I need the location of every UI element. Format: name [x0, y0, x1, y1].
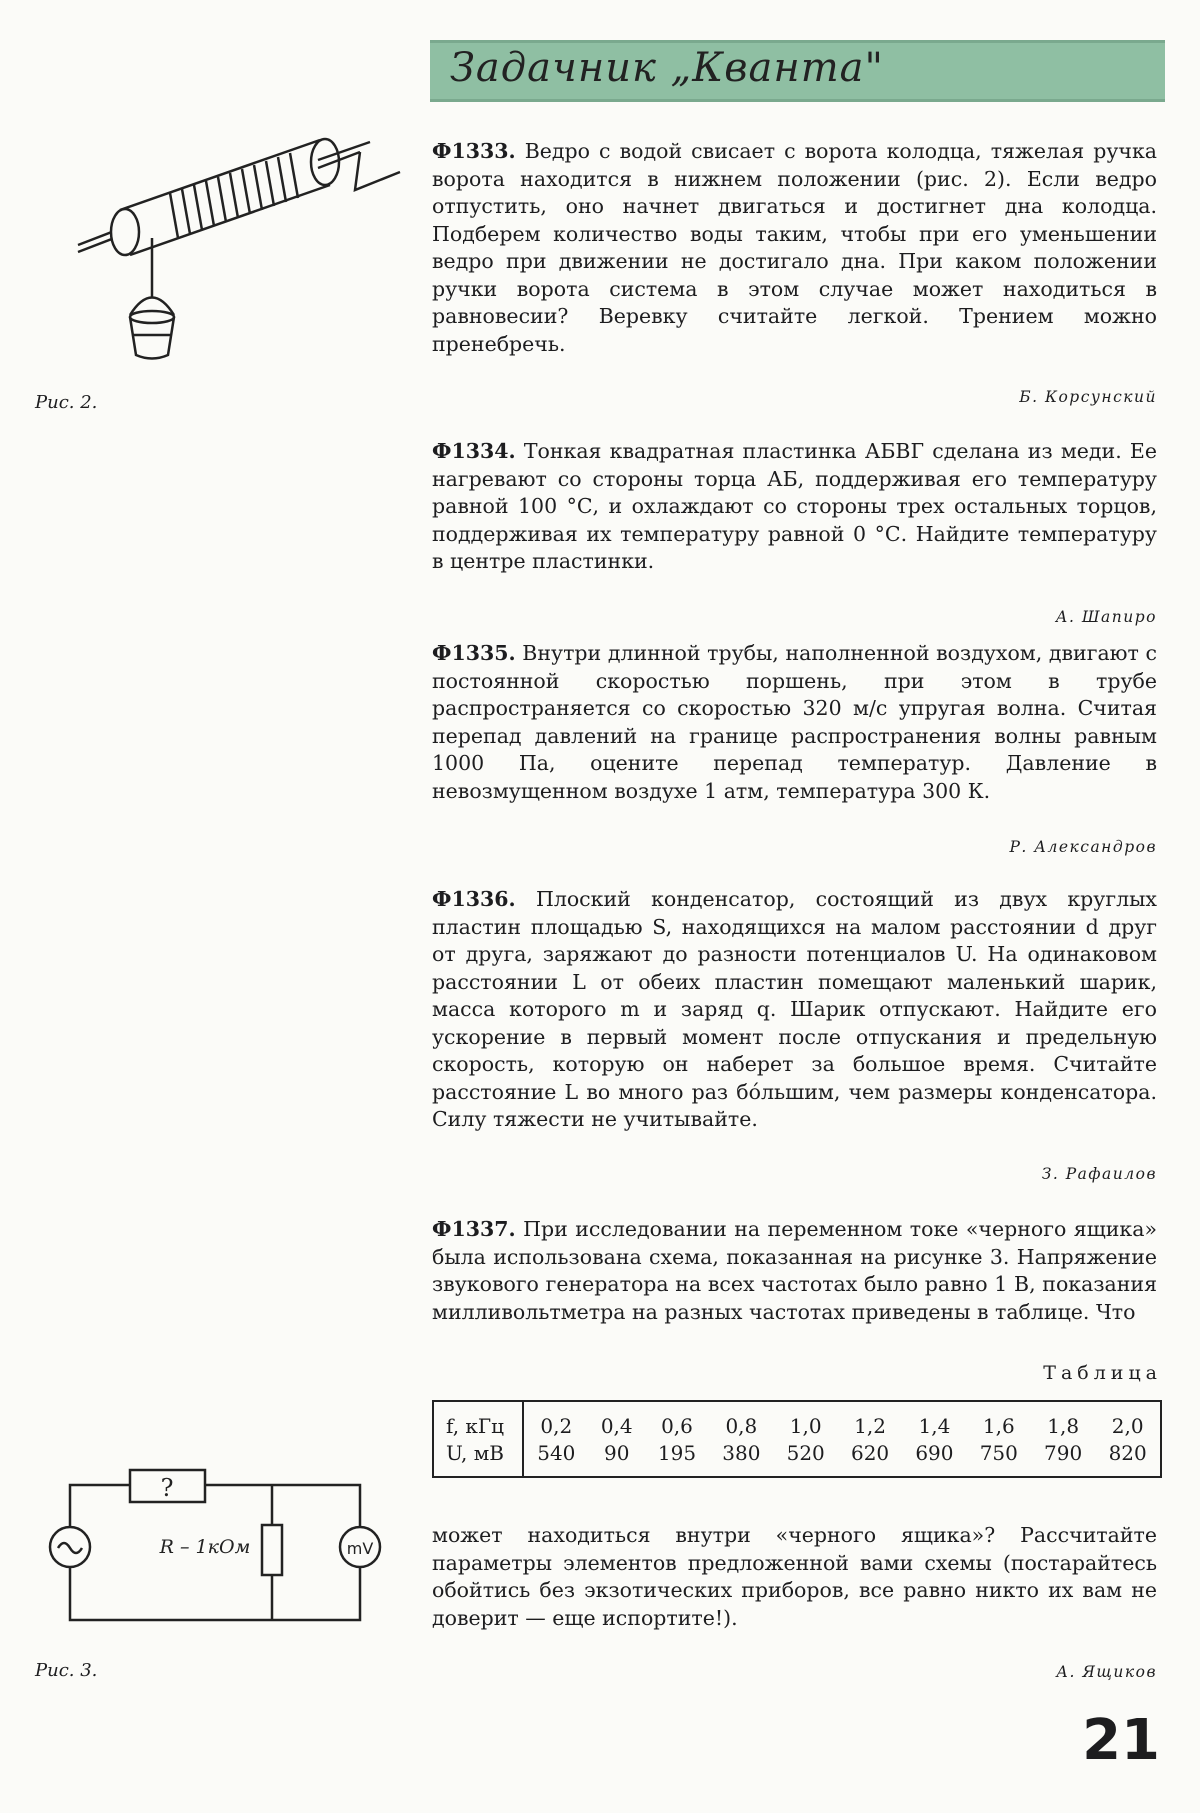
row-header-frequency: f, кГц — [433, 1401, 523, 1439]
table-cell: 1,2 — [854, 1413, 886, 1438]
problem-text: Плоский конденсатор, состоящий из двух круглых пластин площадью S, находящихся на малом расстоянии d друг от друга, заряжают до разности потенциалов U. На одинаковом расстоянии L от обеих пластин помещают маленький шарик, масса которого m и заряд q. Шарик отпускают. Найдите его ускорение в первый момент после отпускания и предельную скорость, которую он наберет за большое время. Считайте расстояние L во много раз бóльшим, чем размеры конденсатора. Силу тяжести не учитывайте. — [432, 887, 1157, 1131]
table-cell: 1,0 — [789, 1413, 822, 1438]
table-cell: 620 — [850, 1440, 890, 1465]
problem-number: Ф1335. — [432, 641, 516, 665]
figure-3-caption: Рис. 3. — [35, 1660, 98, 1681]
problem-author: А. Шапиро — [1055, 608, 1157, 626]
figure-3-circuit-drawing — [40, 1460, 400, 1640]
problem-text: Тонкая квадратная пластинка АБВГ сделана из меди. Ее нагревают со стороны торца АБ, поддерживая его температуру равной 100 °С, и охлаждают со стороны трех остальных торцов, поддерживая их температуру равной 0 °С. Найдите температуру в центре пластинки. — [432, 439, 1157, 573]
table-row — [433, 1401, 1161, 1439]
problem-author: А. Ящиков — [1056, 1663, 1157, 1681]
row-header-voltage: U, мВ — [433, 1439, 523, 1477]
table-block — [432, 1362, 1162, 1502]
table-cell: 520 — [786, 1440, 825, 1465]
figure-2-caption: Рис. 2. — [35, 392, 98, 413]
table-cell: 195 — [657, 1440, 697, 1465]
problem-author: Б. Корсунский — [1019, 388, 1157, 406]
table-cell: 1,8 — [1047, 1413, 1080, 1438]
problem-number: Ф1333. — [432, 139, 516, 163]
table-row — [433, 1439, 1161, 1477]
table-cell: 820 — [1108, 1440, 1147, 1465]
problem-f1336 — [432, 886, 1157, 1134]
problem-number: Ф1334. — [432, 439, 516, 463]
problem-f1335 — [432, 640, 1157, 805]
problem-author: З. Рафаилов — [1041, 1165, 1157, 1183]
problem-author: Р. Александров — [1009, 838, 1157, 856]
table-cell: 0,4 — [600, 1413, 633, 1438]
table-cell: 1,4 — [918, 1413, 951, 1438]
table-cell: 1,6 — [982, 1413, 1015, 1438]
figure-3-box-label: ? — [160, 1474, 174, 1502]
table-cell: 380 — [722, 1440, 761, 1465]
problem-f1334 — [432, 438, 1157, 576]
table-cell: 0,2 — [540, 1413, 573, 1438]
problem-text: Внутри длинной трубы, наполненной воздухом, двигают с постоянной скоростью поршень, при этом в трубе распространяется со скоростью 320 м/с упругая волна. Считая перепад давлений на границе распространения волны равным 1000 Па, оцените перепад температур. Давление в невозмущенном воздухе 1 атм, температура 300 К. — [432, 641, 1157, 803]
figure-3-resistor-label: R – 1кОм — [159, 1536, 251, 1558]
table-cell: 0,8 — [725, 1413, 758, 1438]
table-cell: 90 — [604, 1440, 630, 1465]
problem-number: Ф1337. — [432, 1217, 516, 1241]
table-cell: 690 — [915, 1440, 954, 1465]
data-table — [432, 1400, 1162, 1478]
problem-f1333 — [432, 138, 1157, 358]
figure-3-meter-label: mV — [346, 1539, 374, 1558]
table-label: Таблица — [1043, 1362, 1162, 1384]
problem-text: При исследовании на переменном токе «черного ящика» была использована схема, показанная на рисунке 3. Напряжение звукового генератора на всех частотах было равно 1 В, показания милливольтметра на разных частотах приведены в таблице. Что — [432, 1217, 1157, 1324]
problem-text: Ведро с водой свисает с ворота колодца, тяжелая ручка ворота находится в нижнем положении (рис. 2). Если ведро отпустить, оно начнет двигаться и достигнет дна колодца. Подберем количество воды таким, чтобы при его уменьшении ведро при движении не достигало дна. При каком положении ручки ворота система в этом случае может находиться в равновесии? Веревку считайте легкой. Трением можно пренебречь. — [432, 139, 1157, 356]
problems-column — [432, 0, 1162, 1813]
section-title: Задачник „Кванта" — [450, 45, 884, 91]
table-cell: 2,0 — [1111, 1413, 1144, 1438]
table-cell: 540 — [537, 1440, 576, 1465]
table-cell: 0,6 — [661, 1413, 693, 1438]
problem-f1337-continuation: может находиться внутри «черного ящика»? Рассчитайте параметры элементов предложенной вами схемы (постарайтесь обойтись без экзотических приборов, все равно никто их вам не доверит — еще испортите!). — [432, 1523, 1157, 1630]
table-cell: 790 — [1044, 1440, 1083, 1465]
figure-2-windlass-drawing — [60, 130, 410, 390]
problem-number: Ф1336. — [432, 887, 516, 911]
table-cell: 750 — [979, 1440, 1018, 1465]
page-number: 21 — [1082, 1708, 1160, 1773]
problem-f1337 — [432, 1216, 1157, 1326]
